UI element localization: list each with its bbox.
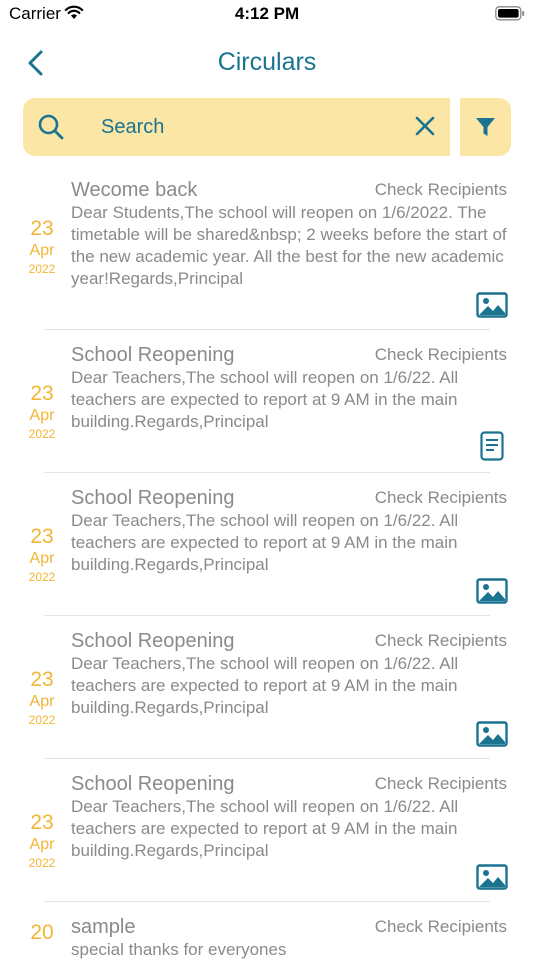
divider xyxy=(44,615,490,616)
date-year: 2022 xyxy=(28,856,56,870)
image-icon xyxy=(476,864,508,890)
image-attachment-button[interactable] xyxy=(476,292,508,323)
date-day: 20 xyxy=(30,921,54,944)
check-recipients-link[interactable]: Check Recipients xyxy=(374,180,507,199)
image-attachment-button[interactable] xyxy=(476,864,508,895)
check-recipients-link[interactable]: Check Recipients xyxy=(374,631,507,650)
date-day: 23 xyxy=(30,668,54,691)
circular-body: Dear Teachers,The school will reopen on 1/6/22. All teachers are expected to report at 9 AM in the main building.Regards,Principal xyxy=(71,511,459,574)
date-year: 2022 xyxy=(28,262,56,276)
circular-title: School Reopening xyxy=(71,344,235,366)
circular-title: Wecome back xyxy=(71,179,198,201)
image-icon xyxy=(476,292,508,318)
date-block xyxy=(22,811,62,871)
date-month: Apr xyxy=(29,836,55,853)
check-recipients-link[interactable]: Check Recipients xyxy=(374,488,507,507)
divider xyxy=(44,472,490,473)
check-recipients-link[interactable]: Check Recipients xyxy=(374,345,507,364)
circular-body: Dear Students,The school will reopen on 1/6/2022. The timetable will be shared&nbsp; 2 weeks before the start of the new academic year. All the best for the new academic year!Regards,Principal xyxy=(71,203,507,288)
divider xyxy=(44,329,490,330)
date-year: 2022 xyxy=(28,713,56,727)
check-recipients-link[interactable]: Check Recipients xyxy=(374,774,507,793)
date-block xyxy=(22,525,62,585)
status-bar xyxy=(0,0,534,30)
check-recipients-link[interactable]: Check Recipients xyxy=(374,917,507,936)
circular-title: School Reopening xyxy=(71,773,235,795)
search-input[interactable]: Search xyxy=(101,116,165,138)
document-icon xyxy=(480,431,504,461)
close-icon xyxy=(414,115,436,137)
divider xyxy=(44,758,490,759)
circular-title: School Reopening xyxy=(71,630,235,652)
date-day: 23 xyxy=(30,382,54,405)
circular-body: Dear Teachers,The school will reopen on 1/6/22. All teachers are expected to report at 9 AM in the main building.Regards,Principal xyxy=(71,797,459,860)
date-block xyxy=(22,217,62,277)
carrier-label: Carrier xyxy=(9,4,61,23)
date-month: Apr xyxy=(29,693,55,710)
date-block xyxy=(22,668,62,728)
date-year: 2022 xyxy=(28,427,56,441)
filter-button[interactable] xyxy=(460,98,511,156)
date-day: 23 xyxy=(30,811,54,834)
divider xyxy=(44,901,490,902)
date-month: Apr xyxy=(29,550,55,567)
date-year: 2022 xyxy=(28,570,56,584)
date-month: Apr xyxy=(29,407,55,424)
date-block xyxy=(22,382,62,442)
search-bar[interactable] xyxy=(23,98,450,156)
image-attachment-button[interactable] xyxy=(476,721,508,752)
image-attachment-button[interactable] xyxy=(476,578,508,609)
filter-icon xyxy=(475,117,496,137)
circular-title: sample xyxy=(71,916,136,938)
image-icon xyxy=(476,578,508,604)
search-icon xyxy=(37,113,65,146)
navigation-bar xyxy=(0,40,534,86)
image-icon xyxy=(476,721,508,747)
clock: 4:12 PM xyxy=(234,4,300,23)
battery-icon xyxy=(495,6,525,26)
clear-search-button[interactable] xyxy=(414,115,436,142)
date-day: 23 xyxy=(30,217,54,240)
document-attachment-button[interactable] xyxy=(480,431,504,466)
date-block xyxy=(22,921,62,945)
circular-title: School Reopening xyxy=(71,487,235,509)
circular-body: Dear Teachers,The school will reopen on 1/6/22. All teachers are expected to report at 9 AM in the main building.Regards,Principal xyxy=(71,654,459,717)
circular-body: special thanks for everyones xyxy=(71,940,287,959)
date-month: Apr xyxy=(29,242,55,259)
page-title: Circulars xyxy=(217,48,317,76)
date-day: 23 xyxy=(30,525,54,548)
circular-body: Dear Teachers,The school will reopen on 1/6/22. All teachers are expected to report at 9 AM in the main building.Regards,Principal xyxy=(71,368,459,431)
